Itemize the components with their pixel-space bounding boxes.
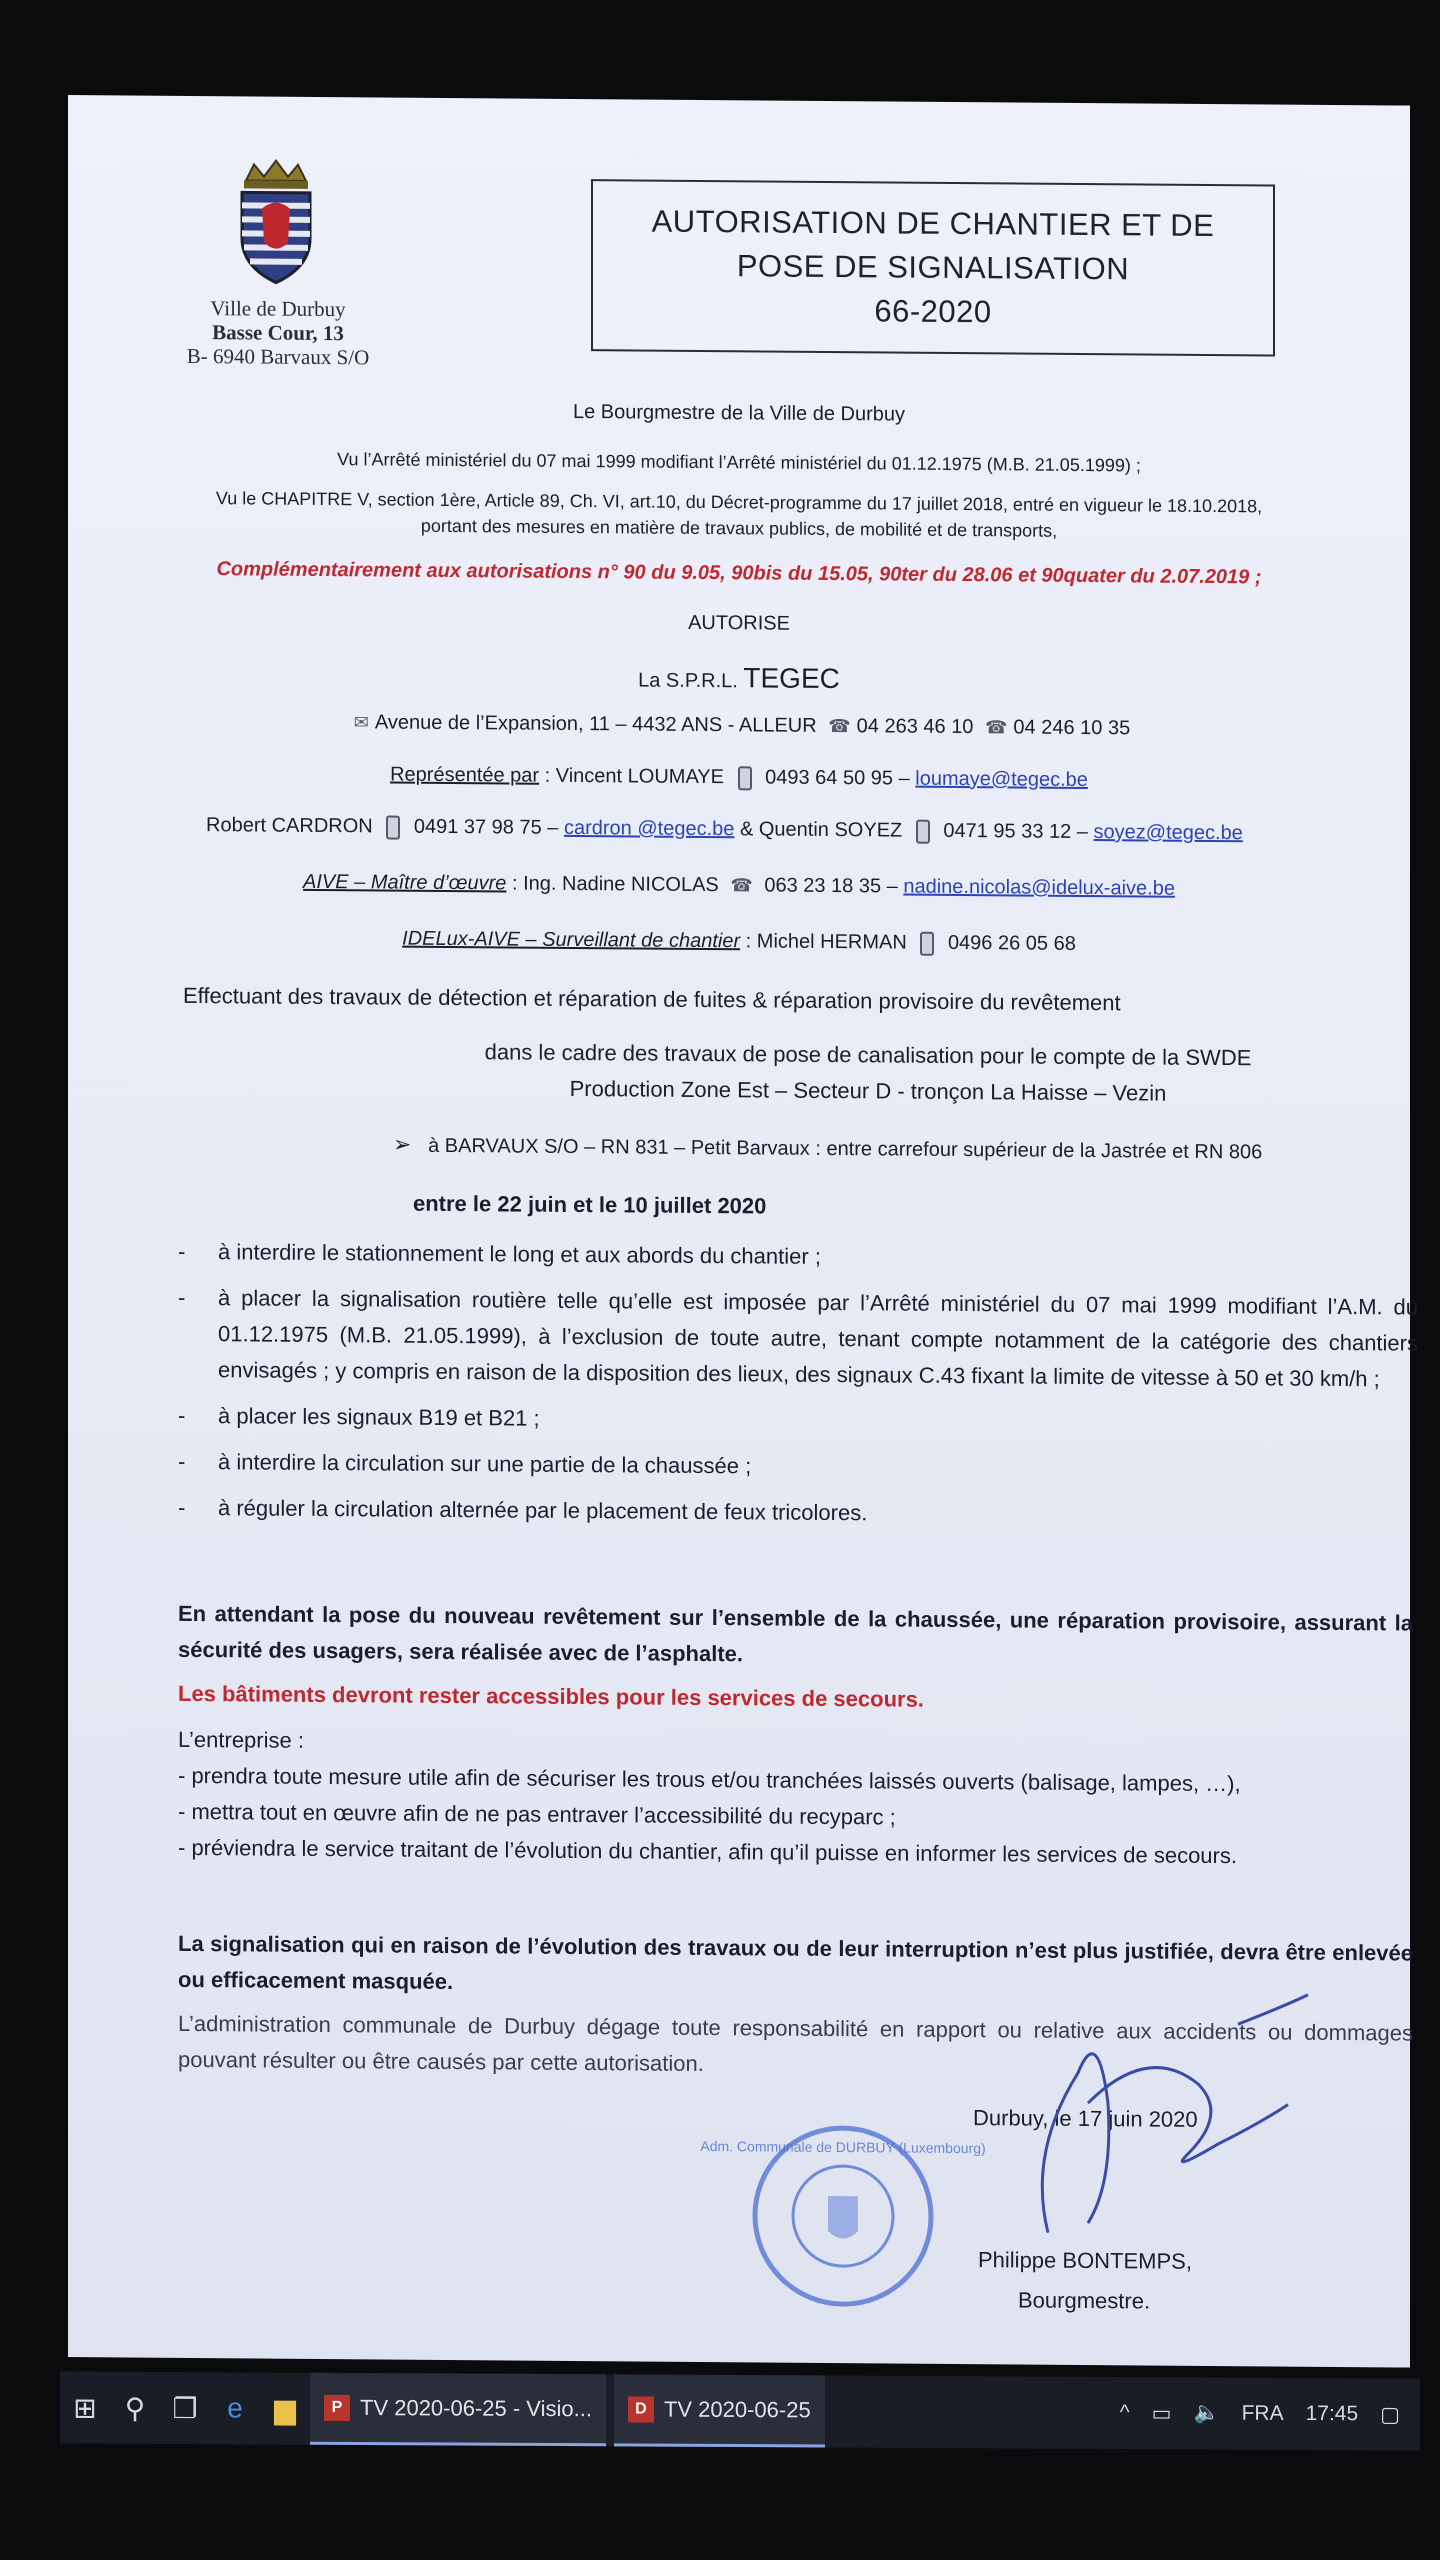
title-line-2: POSE DE SIGNALISATION: [736, 248, 1130, 287]
signage-note: La signalisation qui en raison de l’évolution des travaux ou de leur interruption n’est plus justifiée, devra être enlevée ou efficacement masquée.: [178, 1930, 1413, 1995]
works-zone: Production Zone Est – Secteur D - tronçon La Haisse – Vezin: [569, 1075, 1167, 1106]
company-name-line: [68, 657, 1410, 700]
windows-start-icon[interactable]: ⊞: [73, 2392, 97, 2424]
system-tray: [1098, 2400, 1420, 2427]
document-app-icon: D: [628, 2396, 654, 2422]
aive-name: : Ing. Nadine NICOLAS: [512, 872, 719, 897]
company-prefix: La S.P.R.L.: [638, 669, 738, 693]
arrow-bullet-icon: ➢: [393, 1131, 412, 1157]
contact-cardron-phone: 0491 37 98 75 –: [413, 815, 559, 839]
monitor-screen: [68, 95, 1418, 2368]
rep-label: Représentée par: [390, 763, 540, 787]
entreprise-duty-3: - préviendra le service traitant de l’évolution du chantier, afin qu’il puisse en informer les services de secours.: [178, 1834, 1237, 1869]
taskbar-app-tv[interactable]: [614, 2374, 825, 2447]
measure-item: - à interdire la circulation sur une partie de la chaussée ;: [178, 1444, 1418, 1490]
notification-icon[interactable]: ▢: [1380, 2402, 1400, 2426]
legal-basis-2b: portant des mesures en matière de travaux publics, de mobilité et de transports,: [420, 515, 1058, 541]
rep-phone: 0493 64 50 95 –: [765, 766, 910, 790]
title-line-1: AUTORISATION DE CHANTIER ET DE: [651, 203, 1215, 244]
company-address: Avenue de l’Expansion, 11 – 4432 ANS - ALLEUR: [374, 711, 817, 737]
chevron-up-icon[interactable]: ^: [1119, 2400, 1130, 2425]
legal-basis-1: Vu l’Arrêté ministériel du 07 mai 1999 modifiant l’Arrêté ministériel du 01.12.1975 (M.B. 21.05.1999) ;: [337, 449, 1141, 476]
aive-label: AIVE – Maître d’œuvre: [303, 870, 507, 895]
idelux-label: IDELux-AIVE – Surveillant de chantier: [402, 927, 741, 953]
aive-email-link[interactable]: nadine.nicolas@idelux-aive.be: [903, 875, 1175, 900]
task-view-icon[interactable]: ❐: [172, 2392, 198, 2424]
volume-icon[interactable]: 🔈: [1193, 2401, 1220, 2425]
municipal-stamp: [700, 2115, 986, 2316]
works-description: Effectuant des travaux de détection et réparation de fuites & réparation provisoire du revêtement: [183, 982, 1121, 1016]
idelux-phone: 0496 26 05 68: [947, 931, 1076, 955]
mobile-phone-icon: [916, 819, 930, 843]
measures-list: [178, 1234, 1418, 1536]
contact-cardron-name: Robert CARDRON: [206, 814, 373, 838]
contact-soyez-phone: 0471 95 33 12 –: [943, 819, 1088, 844]
works-dates: entre le 22 juin et le 10 juillet 2020: [413, 1190, 767, 1219]
taskbar-app-tv-label: TV 2020-06-25: [663, 2396, 811, 2422]
file-explorer-icon[interactable]: ▆: [274, 2393, 296, 2425]
windows-taskbar: [60, 2371, 1420, 2450]
measure-item: - à réguler la circulation alternée par le placement de feux tricolores.: [178, 1490, 1418, 1536]
works-location: à BARVAUX S/O – RN 831 – Petit Barvaux : entre carrefour supérieur de la Jastrée et RN 806: [428, 1134, 1263, 1164]
aive-line: [68, 867, 1410, 904]
idelux-line: [68, 923, 1410, 960]
aive-phone: 063 23 18 35 –: [764, 874, 898, 898]
clock-time[interactable]: 17:45: [1305, 2401, 1359, 2426]
city-postal: B- 6940 Barvaux S/O: [186, 343, 370, 370]
pdf-app-icon: P: [324, 2394, 350, 2420]
city-name: Ville de Durbuy: [210, 296, 346, 322]
taskbar-app-visio-label: TV 2020-06-25 - Visio...: [360, 2394, 592, 2421]
mail-icon: ✉: [353, 712, 369, 733]
idelux-name: : Michel HERMAN: [745, 930, 907, 954]
contact-cardron-email-link[interactable]: cardron @tegec.be: [563, 816, 735, 841]
entreprise-heading: L’entreprise :: [178, 1726, 304, 1753]
network-icon[interactable]: ▭: [1151, 2401, 1172, 2425]
telephone-icon: ☎: [828, 715, 851, 737]
search-icon[interactable]: ⚲: [124, 2392, 146, 2424]
signer-role: Bourgmestre.: [1018, 2287, 1151, 2314]
input-language[interactable]: FRA: [1241, 2401, 1284, 2425]
stamp-text: Adm. Communale de DURBUY (Luxembourg): [700, 2137, 986, 2157]
issuer-line: Le Bourgmestre de la Ville de Durbuy: [572, 400, 906, 426]
fax-icon: ☎: [985, 717, 1008, 738]
entreprise-duty-2: - mettra tout en œuvre afin de ne pas entraver l’accessibilité du recyparc ;: [178, 1798, 896, 1830]
telephone-icon: ☎: [730, 875, 753, 896]
mobile-phone-icon: [386, 815, 400, 839]
mobile-phone-icon: [920, 931, 934, 955]
durbuy-crest-logo: [236, 158, 316, 289]
document-title-box: [591, 179, 1275, 356]
representative-line: [68, 759, 1410, 796]
company-phone-2: 04 246 10 35: [1013, 716, 1131, 740]
complementary-authorizations: Complémentairement aux autorisations n° 90 du 9.05, 90bis du 15.05, 90ter du 28.06 et 90quater du 2.07.2019 ;: [216, 558, 1262, 589]
measure-item: - à placer les signaux B19 et B21 ;: [178, 1398, 1418, 1444]
contact-soyez-email-link[interactable]: soyez@tegec.be: [1093, 821, 1243, 845]
measure-item: - à placer la signalisation routière telle qu’elle est imposée par l’Arrêté ministériel du 07 mai 1999 modifiant l’A.M. du 01.12.1975 (M.B. 21.05.1999), à l’exclusion de toute autre, tenant compte notamment de la catégorie des chantiers envisagés ; y compris en raison de la disposition des lieux, des signaux C.43 fixant la limite de vitesse à 50 et 30 km/h ;: [178, 1280, 1418, 1398]
document-page: [68, 95, 1418, 2368]
contact-soyez-name: & Quentin SOYEZ: [739, 818, 903, 842]
entreprise-duty-1: - prendra toute mesure utile afin de sécuriser les trous et/ou tranchées laissés ouverts (balisage, lampes, …),: [178, 1762, 1241, 1797]
edge-browser-icon[interactable]: e: [227, 2392, 243, 2424]
contacts-line: [206, 812, 1406, 847]
works-location-line: [393, 1132, 1403, 1167]
repair-note: En attendant la pose du nouveau revêtement sur l’ensemble de la chaussée, une réparation provisoire, assurant la sécurité des usagers, sera réalisée avec de l’asphalte.: [178, 1600, 1413, 1667]
rep-name: : Vincent LOUMAYE: [544, 764, 724, 789]
handwritten-signature: [988, 1982, 1348, 2245]
liability-note: L’administration communale de Durbuy dégage toute responsabilité en rapport ou relative aux accidents ou dommages pouvant résulter ou être causés par cette autorisation.: [178, 2010, 1413, 2076]
city-address-block: [148, 296, 408, 370]
measure-item: - à interdire le stationnement le long et aux abords du chantier ;: [178, 1234, 1418, 1280]
access-note: Les bâtiments devront rester accessibles pour les services de secours.: [178, 1680, 924, 1712]
mobile-phone-icon: [738, 766, 752, 790]
rep-email-link[interactable]: loumaye@tegec.be: [915, 767, 1088, 792]
company-name: TEGEC: [743, 662, 840, 695]
city-street: Basse Cour, 13: [212, 320, 344, 346]
company-phone-1: 04 263 46 10: [856, 715, 974, 739]
authorization-number: 66-2020: [874, 293, 992, 330]
works-context: dans le cadre des travaux de pose de canalisation pour le compte de la SWDE: [484, 1039, 1252, 1071]
signer-name: Philippe BONTEMPS,: [978, 2247, 1192, 2274]
place-date: Durbuy, le 17 juin 2020: [973, 2105, 1198, 2132]
legal-basis-2a: Vu le CHAPITRE V, section 1ère, Article 89, Ch. VI, art.10, du Décret-programme du 17 juillet 2018, entré en vigueur le 18.10.2018,: [215, 488, 1263, 517]
company-address-line: [68, 707, 1410, 744]
taskbar-app-visio[interactable]: [310, 2373, 606, 2447]
autorise-heading: AUTORISE: [688, 611, 790, 635]
